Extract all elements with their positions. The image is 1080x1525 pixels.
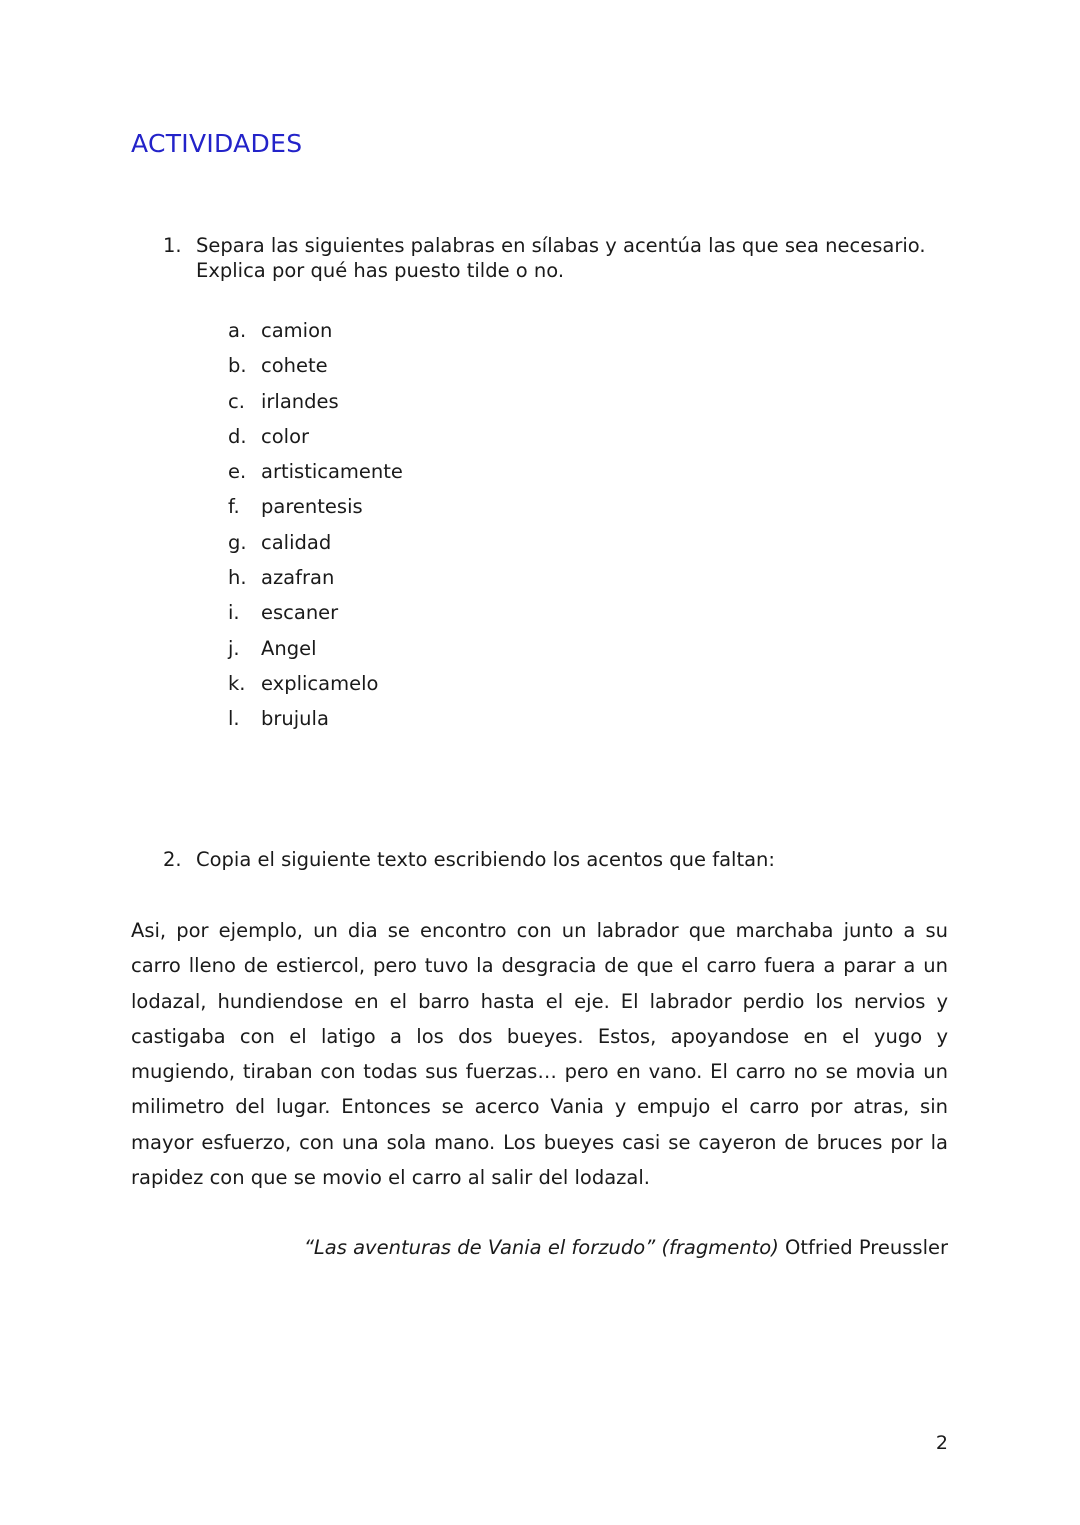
list-item-letter: b. [228,354,247,378]
list-item-letter: c. [228,389,245,413]
list-item-letter: h. [228,566,247,590]
list-item-letter: e. [228,460,247,484]
question-1 [163,233,963,283]
page-number: 2 [935,1432,948,1454]
list-item-letter: j. [228,636,240,660]
question-2-text: Copia el siguiente texto escribiendo los acentos que faltan: [196,848,775,871]
list-item-word: cohete [261,354,328,378]
page-heading: ACTIVIDADES [131,129,303,158]
list-item-word: brujula [261,707,329,731]
question-2-number: 2. [163,848,182,871]
list-item-word: explicamelo [261,671,379,695]
list-item-letter: f. [228,495,240,519]
question-1-line-1: Separa las siguientes palabras en sílabas y acentúa las que sea necesario. [196,234,926,257]
list-item-word: artisticamente [261,460,403,484]
question-2 [163,847,963,872]
list-item-word: parentesis [261,495,363,519]
list-item-letter: a. [228,319,247,342]
list-item-word: escaner [261,601,339,625]
list-item-word: Angel [261,636,317,660]
list-item-word: irlandes [261,389,339,413]
list-item-letter: g. [228,530,247,554]
list-item-letter: k. [228,671,246,695]
list-item-letter: i. [228,601,240,625]
list-item-word: calidad [261,530,332,554]
list-item-word: camion [261,319,333,342]
list-item-letter: l. [228,707,240,731]
question-1-number: 1. [163,234,182,257]
list-item-letter: d. [228,424,247,448]
citation [304,1230,948,1265]
list-item-word: azafran [261,566,335,590]
question-1-line-2: Explica por qué has puesto tilde o no. [196,259,565,282]
citation-author: Otfried Preussler [785,1236,948,1259]
list-item-word: color [261,424,310,448]
citation-work: “Las aventuras de Vania el forzudo” (fragmento) [303,1236,779,1259]
passage-text: Asi, por ejemplo, un dia se encontro con un labrador que marchaba junto a su carro lleno de estiercol, pero tuvo la desgracia de que el carro fuera a parar a un lodazal, hundiendose en el barro hasta el eje. El labrador perdio los nervios y castigaba con el latigo a los dos bueyes. Estos, apoyandose en el yugo y mugiendo, tiraban con todas sus fuerzas… pero en vano. El carro no se movia un milimetro del lugar. Entonces se acerco Vania y empujo el carro por atras, sin mayor esfuerzo, con una sola mano. Los bueyes casi se cayeron de bruces por la rapidez con que se movio el carro al salir del lodazal. [131,919,948,1190]
